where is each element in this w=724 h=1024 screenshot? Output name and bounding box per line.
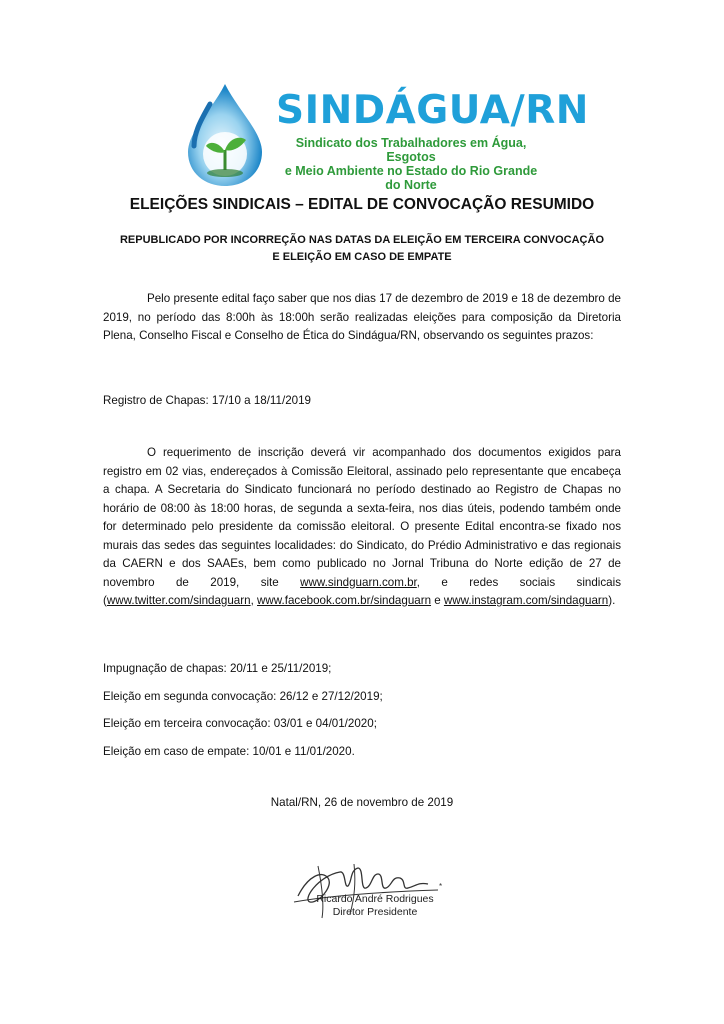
signatory-role: Diretor Presidente (332, 906, 418, 918)
twitter-link[interactable]: www.twitter.com/sindaguarn (106, 594, 251, 607)
date-line: Natal/RN, 26 de novembro de 2019 (270, 796, 454, 809)
empate-line: Eleição em caso de empate: 10/01 e 11/01/2020. (103, 745, 355, 758)
intro-paragraph: Pelo presente edital faço saber que nos dias 17 de dezembro de 2019 e 18 de dezembro de 2019, no período das 8:00h às 18:00h serão realizadas eleições para composição da Diretoria Plena, Conselho Fiscal e Conselho de Ética do Sindágua/RN, observando os seguintes prazos: (103, 292, 621, 342)
impugnacao-line: Impugnação de chapas: 20/11 e 25/11/2019; (103, 662, 332, 675)
signature-block (305, 893, 445, 919)
logo-subtitle (276, 136, 546, 192)
terceira-convocacao-line: Eleição em terceira convocação: 03/01 e 04/01/2020; (103, 717, 377, 730)
site-link[interactable]: www.sindguarn.com.br (300, 575, 417, 589)
document-title: ELEIÇÕES SINDICAIS – EDITAL DE CONVOCAÇÃO RESUMIDO (129, 196, 595, 213)
signatory-name: Ricardo André Rodrigues (316, 893, 434, 905)
water-drop-icon (180, 80, 270, 190)
requirement-end: ). (608, 594, 616, 607)
segunda-convocacao-line: Eleição em segunda convocação: 26/12 e 27/12/2019; (103, 690, 383, 703)
facebook-link[interactable]: www.facebook.com.br/sindaguarn (257, 594, 432, 607)
registro-line: Registro de Chapas: 17/10 a 18/11/2019 (103, 394, 311, 407)
link-separator: e (431, 594, 444, 607)
logo-subtitle-line-1: Sindicato dos Trabalhadores em Água, Esgotos (295, 136, 527, 164)
requirement-paragraph (103, 444, 621, 611)
requirement-text: O requerimento de inscrição deverá vir acompanhado dos documentos exigidos para registro em 02 vias, endereçados à Comissão Eleitoral, assinado pelo representante que encabeça a chapa. A Secretaria do Sindicato funcionará no período destinado ao Registro de Chapas no horário de 08:00 às 18:00 horas, de segunda a sexta-feira, nos dias úteis, podendo também onde for determinado pelo presidente da comissão eleitoral. O presente Edital encontra-se fixado nos murais das sedes das seguintes localidades: do Sindicato, do Prédio Administrativo e das regionais da CAERN e dos SAAEs, bem como publicado no Jornal Tribuna do Norte edição de 27 de novembro de 2019, site (103, 446, 621, 589)
logo-name: SINDÁGUA/RN (276, 88, 589, 133)
instagram-link[interactable]: www.instagram.com/sindaguarn (443, 594, 609, 607)
logo-subtitle-line-2: e Meio Ambiente no Estado do Rio Grande do Norte (284, 164, 538, 192)
document-subtitle: REPUBLICADO POR INCORREÇÃO NAS DATAS DA ELEIÇÃO EM TERCEIRA CONVOCAÇÃO E ELEIÇÃO EM CASO DE EMPATE (119, 234, 605, 263)
sindagua-logo (180, 80, 589, 192)
signature-mark: * (439, 882, 443, 891)
requirement-mid: , e redes sociais sindicais ( (103, 575, 621, 607)
link-separator: , (250, 594, 258, 607)
